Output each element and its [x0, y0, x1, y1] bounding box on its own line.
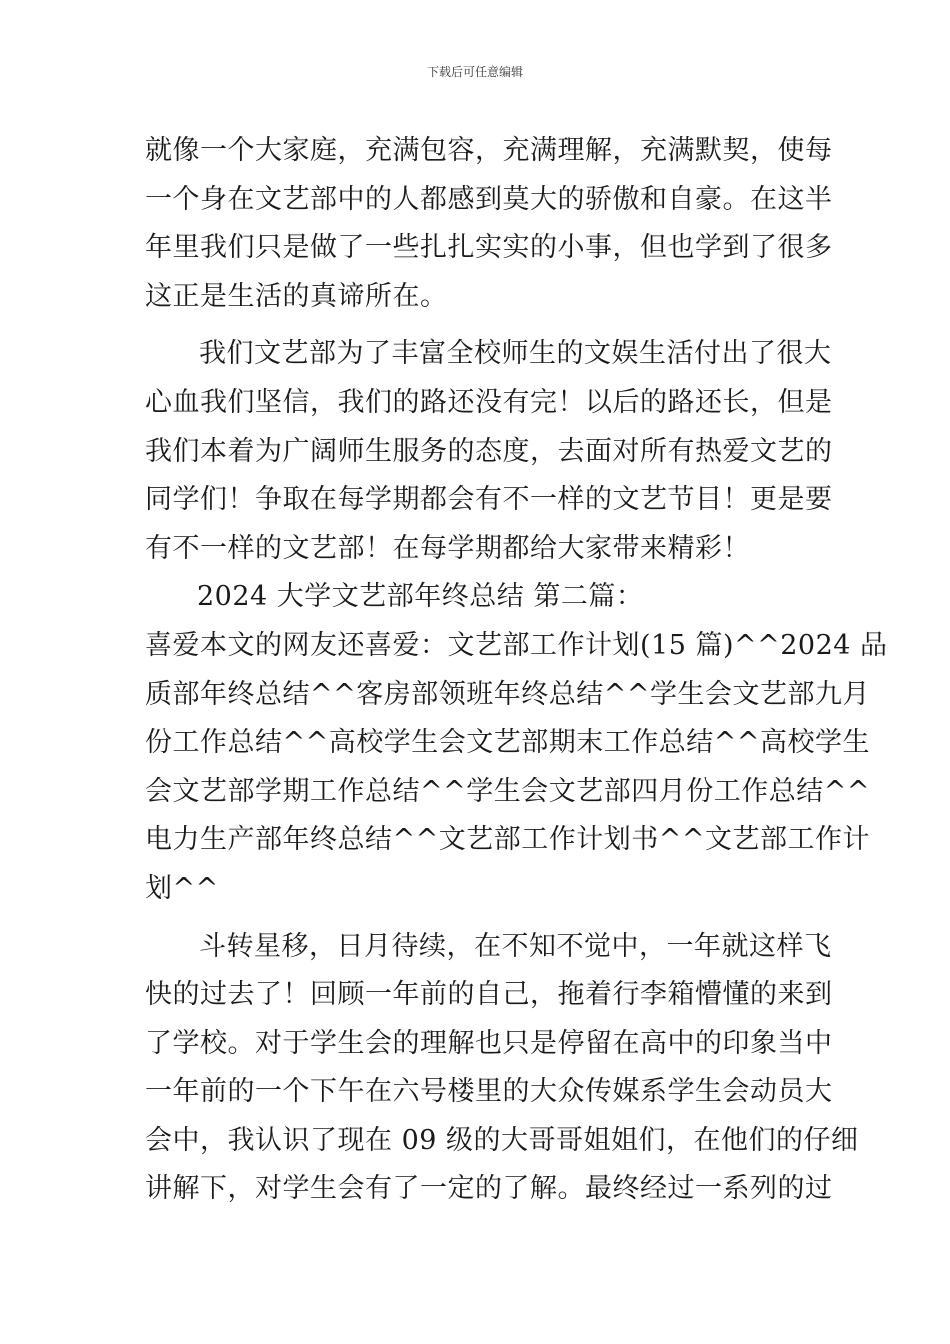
text-line-9: 有不一样的文艺部！在每学期都给大家带来精彩！ [145, 532, 750, 564]
text-line-15: 电力生产部年终总结^^文艺部工作计划书^^文艺部工作计 [145, 824, 870, 856]
text-line-14: 会文艺部学期工作总结^^学生会文艺部四月份工作总结^^ [145, 775, 870, 807]
text-line-12: 质部年终总结^^客房部领班年终总结^^学生会文艺部九月 [145, 678, 870, 710]
text-line-16: 划^^ [145, 872, 219, 904]
text-line-5: 我们文艺部为了丰富全校师生的文娱生活付出了很大 [199, 338, 832, 370]
paragraph-gap [145, 914, 815, 923]
text-line-18: 快的过去了！回顾一年前的自己，拖着行李箱懵懂的来到 [145, 979, 833, 1011]
text-line-8: 同学们！争取在每学期都会有不一样的文艺节目！更是要 [145, 484, 833, 516]
text-line-22: 讲解下，对学生会有了一定的了解。最终经过一系列的过 [145, 1173, 833, 1205]
text-line-7: 我们本着为广阔师生服务的态度，去面对所有热爱文艺的 [145, 435, 833, 467]
text-line-4: 这正是生活的真谛所在。 [145, 280, 448, 312]
text-line-19: 了学校。对于学生会的理解也只是停留在高中的印象当中 [145, 1027, 833, 1059]
text-line-13: 份工作总结^^高校学生会文艺部期末工作总结^^高校学生 [145, 727, 870, 759]
section-heading: 2024 大学文艺部年终总结 第二篇： [197, 581, 644, 613]
text-line-6: 心血我们坚信，我们的路还没有完！以后的路还长，但是 [145, 386, 833, 418]
text-line-17: 斗转星移，日月待续，在不知不觉中，一年就这样飞 [199, 930, 832, 962]
text-line-11: 喜爱本文的网友还喜爱：文艺部工作计划(15 篇)^^2024 品 [145, 629, 888, 661]
paragraph-gap [145, 321, 815, 330]
text-line-3: 年里我们只是做了一些扎扎实实的小事，但也学到了很多 [145, 232, 833, 264]
text-line-21: 会中，我认识了现在 09 级的大哥哥姐姐们，在他们的仔细 [145, 1124, 859, 1156]
page-header: 下载后可任意编辑 [426, 65, 523, 79]
text-line-20: 一年前的一个下午在六号楼里的大众传媒系学生会动员大 [145, 1076, 833, 1108]
document-body [145, 127, 888, 1214]
text-line-2: 一个身在文艺部中的人都感到莫大的骄傲和自豪。在这半 [145, 183, 833, 215]
text-line-1: 就像一个大家庭，充满包容，充满理解，充满默契，使每 [145, 135, 833, 166]
